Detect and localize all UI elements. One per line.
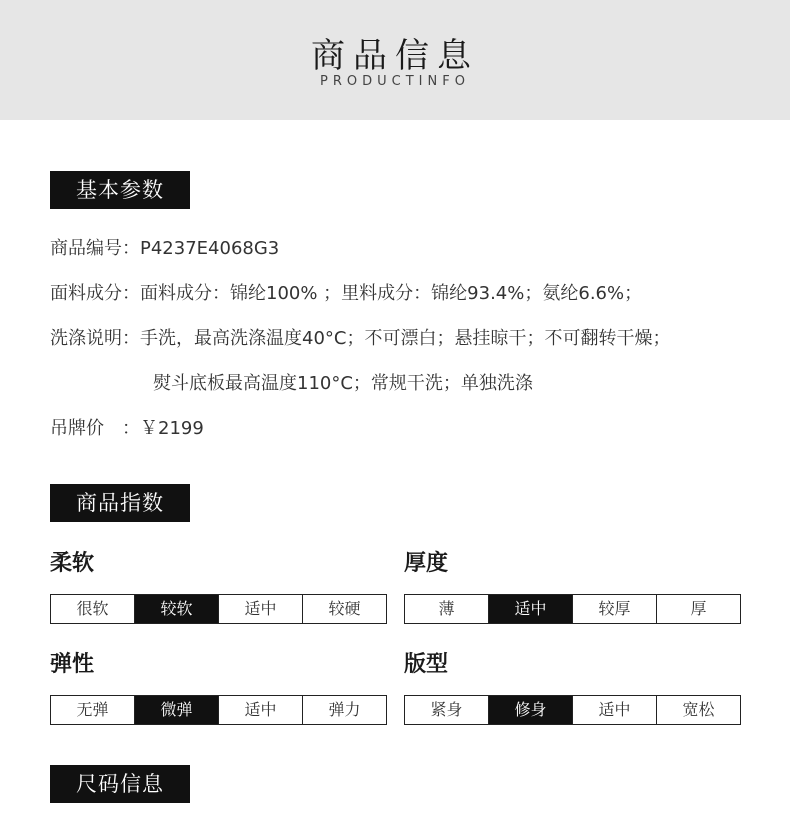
index-scale <box>404 594 741 624</box>
param-wash-value-line1: 手洗，最高洗涤温度40°C；不可漂白；悬挂晾干；不可翻转干燥； <box>140 328 671 349</box>
index-option: 适中 <box>219 595 303 623</box>
index-option: 无弹 <box>51 696 135 724</box>
param-code-value: P4237E4068G3 <box>140 238 280 259</box>
index-option: 微弹 <box>135 696 219 724</box>
index-option: 宽松 <box>682 700 715 719</box>
index-option: 弹力 <box>328 700 361 719</box>
param-price-label: 吊牌价 ： <box>50 418 140 439</box>
param-code-row <box>50 237 279 261</box>
index-title: 版型 <box>404 652 449 677</box>
index-option: 较软 <box>135 595 219 623</box>
index-title: 柔软 <box>50 551 95 576</box>
section-product-index: 商品指数 <box>50 484 190 522</box>
page-title: 商品信息 <box>311 36 479 76</box>
param-price-value: ￥2199 <box>140 418 204 439</box>
index-elasticity <box>50 651 361 719</box>
index-option: 较厚 <box>573 595 657 623</box>
index-option: 较硬 <box>328 599 361 618</box>
index-thickness <box>404 550 707 618</box>
param-fabric-value: 面料成分：锦纶100% ；里料成分：锦纶93.4%；氨纶6.6%； <box>140 283 643 304</box>
index-title: 厚度 <box>404 551 449 576</box>
index-title: 弹性 <box>50 652 95 677</box>
index-scale <box>50 695 387 725</box>
index-option: 适中 <box>489 595 573 623</box>
index-option: 厚 <box>690 599 707 618</box>
param-wash-value-line2: 熨斗底板最高温度110°C；常规干洗；单独洗涤 <box>153 373 533 394</box>
param-fabric-label: 面料成分： <box>50 283 140 304</box>
param-wash-row <box>50 327 670 351</box>
param-wash-row-cont <box>153 372 533 396</box>
index-option: 薄 <box>405 595 489 623</box>
index-option: 修身 <box>489 696 573 724</box>
param-price-row <box>50 417 204 441</box>
index-option: 适中 <box>573 696 657 724</box>
index-softness <box>50 550 361 618</box>
index-option: 适中 <box>219 696 303 724</box>
index-scale <box>50 594 387 624</box>
index-fit <box>404 651 715 719</box>
param-wash-label: 洗涤说明： <box>50 328 140 349</box>
section-basic-params: 基本参数 <box>50 171 190 209</box>
index-option: 很软 <box>51 595 135 623</box>
param-code-label: 商品编号： <box>50 238 140 259</box>
page-subtitle: PRODUCTINFO <box>320 74 470 89</box>
index-option: 紧身 <box>405 696 489 724</box>
index-scale <box>404 695 741 725</box>
param-fabric-row <box>50 282 642 306</box>
product-info-header <box>0 0 790 120</box>
section-size-info: 尺码信息 <box>50 765 190 803</box>
